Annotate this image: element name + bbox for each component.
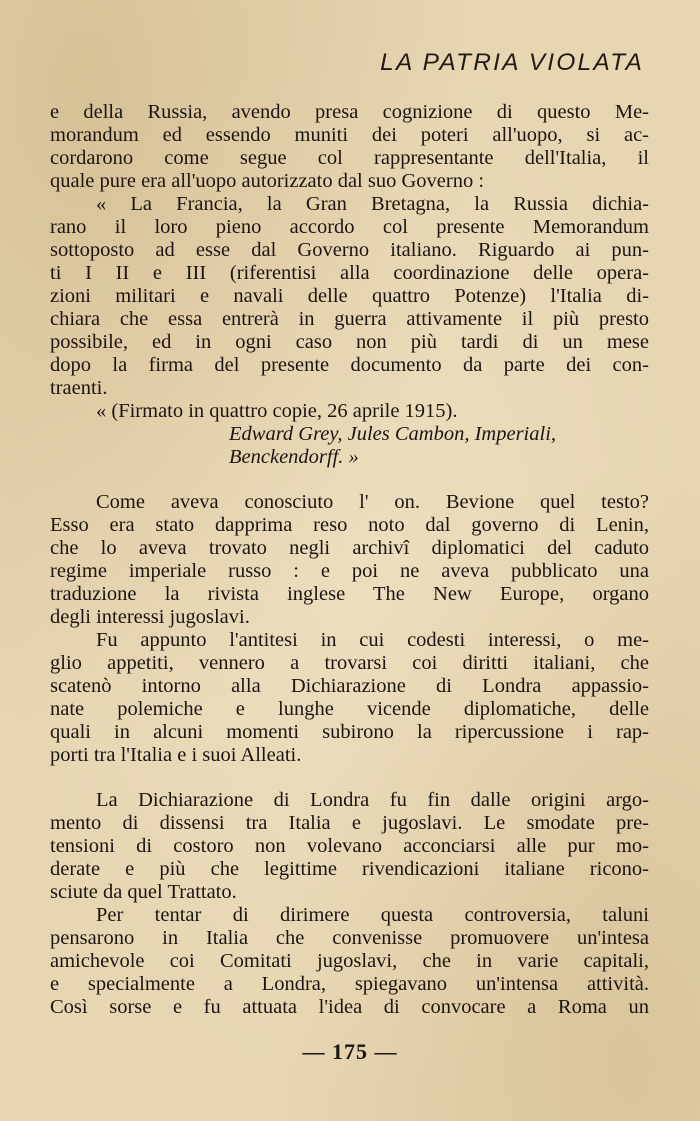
text-line: quali in alcuni momenti subirono la ripercussione i rap- [50,721,649,743]
text-line: ti I II e III (riferentisi alla coordinazione delle opera- [50,262,649,284]
paragraph-gap [50,469,649,491]
text-line: traduzione la rivista inglese The New Europe, organo [50,583,649,605]
text-line: scatenò intorno alla Dichiarazione di Londra appassio- [50,675,649,697]
text-line: chiara che essa entrerà in guerra attivamente il più presto [50,308,649,330]
text-line: quale pure era all'uopo autorizzato dal suo Governo : [50,170,485,192]
text-line: nate polemiche e lunghe vicende diplomatiche, delle [50,698,649,720]
text-line: Esso era stato dapprima reso noto dal governo di Lenin, [50,514,649,536]
text-line: possibile, ed in ogni caso non più tardi di un mese [50,331,649,353]
paragraph-gap [50,767,649,789]
text-line: Come aveva conosciuto l' on. Bevione quel testo? [96,491,649,513]
body-text [50,101,649,1019]
signature-date-line: « (Firmato in quattro copie, 26 aprile 1915). [96,400,458,422]
text-line: regime imperiale russo : e poi ne aveva pubblicato una [50,560,649,582]
text-line: sciute da quel Trattato. [50,881,237,903]
text-line: pensarono in Italia che convenisse promuovere un'intesa [50,927,649,949]
text-line: glio appetiti, vennero a trovarsi coi diritti italiani, che [50,652,649,674]
text-line: « La Francia, la Gran Bretagna, la Russia dichia- [96,193,649,215]
text-line: Per tentar di dirimere questa controversia, taluni [96,904,649,926]
running-head: LA PATRIA VIOLATA [380,49,644,76]
text-line: dopo la firma del presente documento da parte dei con- [50,354,649,376]
text-line: e specialmente a Londra, spiegavano un'intensa attività. [50,973,649,995]
text-line: cordarono come segue col rappresentante dell'Italia, il [50,147,649,169]
text-line: morandum ed essendo muniti dei poteri all'uopo, si ac- [50,124,649,146]
text-line: che lo aveva trovato negli archivî diplomatici del caduto [50,537,649,559]
text-line: tensioni di costoro non volevano acconciarsi alle pur mo- [50,835,649,857]
text-line: degli interessi jugoslavi. [50,606,250,628]
text-line: rano il loro pieno accordo col presente Memorandum [50,216,649,238]
text-line: amichevole coi Comitati jugoslavi, che in varie capitali, [50,950,649,972]
text-line: sottoposto ad esse dal Governo italiano. Riguardo ai pun- [50,239,649,261]
text-line: mento di dissensi tra Italia e jugoslavi. Le smodate pre- [50,812,649,834]
text-line: Così sorse e fu attuata l'idea di convocare a Roma un [50,996,649,1018]
text-line: derate e più che legittime rivendicazioni italiane ricono- [50,858,649,880]
page-number: — 175 — [302,1039,398,1064]
text-line: Fu appunto l'antitesi in cui codesti interessi, o me- [96,629,649,651]
text-line: traenti. [50,377,108,399]
signatories-line: Edward Grey, Jules Cambon, Imperiali, [229,423,557,445]
signatories-line: Benckendorff. » [229,446,359,468]
text-line: e della Russia, avendo presa cognizione di questo Me- [50,101,649,123]
text-line: porti tra l'Italia e i suoi Alleati. [50,744,302,766]
text-line: La Dichiarazione di Londra fu fin dalle origini argo- [96,789,649,811]
text-line: zioni militari e navali delle quattro Potenze) l'Italia di- [50,285,649,307]
